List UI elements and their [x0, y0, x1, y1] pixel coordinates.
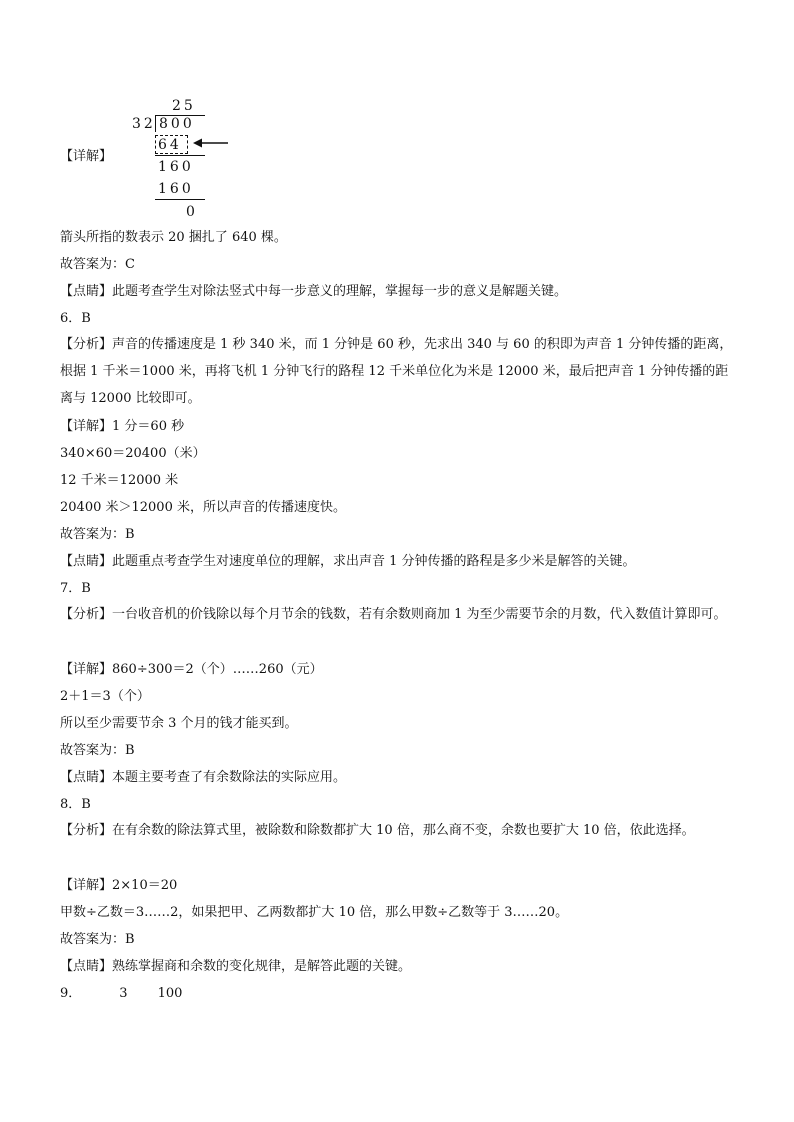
q7-detail	[60, 661, 740, 679]
comment-line	[60, 769, 740, 787]
comment-line	[60, 283, 740, 301]
comment-tag: 【点睛】	[60, 959, 113, 974]
analysis-text: 一台收音机的价钱除以每个月节余的钱数，若有余数则商加 1 为至少需要节余的月数，代入数值计算即可。	[112, 607, 727, 622]
comment-text: 熟练掌握商和余数的变化规律，是解答此题的关键。	[112, 959, 412, 974]
comment-line	[60, 958, 740, 976]
text-line: 箭头所指的数表示 20 捆扎了 640 棵。	[60, 230, 287, 245]
question-9-answer	[60, 985, 740, 1003]
analysis-text: 在有余数的除法算式里，被除数和除数都扩大 10 倍，那么商不变，余数也要扩大 10 倍，依此选择。	[112, 823, 695, 838]
question-8-answer: 8．B	[60, 797, 91, 812]
calc-line: 2＋1＝3（个）	[60, 689, 150, 704]
answer-line: 故答案为：B	[60, 743, 135, 758]
comment-text: 本题主要考查了有余数除法的实际应用。	[112, 770, 347, 785]
quotient: 25	[172, 98, 196, 114]
comment-tag: 【点睛】	[60, 284, 113, 299]
comment-tag: 【点睛】	[60, 554, 113, 569]
calc-line: 340×60＝20400（米）	[60, 446, 206, 461]
divisor: 32	[132, 116, 156, 132]
calc-line: 12 千米＝12000 米	[60, 473, 179, 488]
comment-text: 此题重点考查学生对速度单位的理解，求出声音 1 分钟传播的路程是多少米是解答的关键。	[112, 554, 636, 569]
q8-analysis	[60, 817, 740, 844]
detail-text: 860÷300＝2（个）……260（元）	[112, 662, 323, 677]
calc-line: 所以至少需要节余 3 个月的钱才能买到。	[60, 716, 298, 731]
dividend: 800	[159, 116, 195, 132]
step-product-1: 64	[158, 137, 182, 153]
subtraction-bar-2	[155, 199, 205, 200]
q6-detail	[60, 418, 740, 436]
question-6-answer: 6．B	[60, 311, 91, 326]
question-number: 9．	[60, 986, 82, 1001]
blank-answer-1: 3	[119, 986, 128, 1001]
analysis-tag: 【分析】	[60, 823, 113, 838]
comment-text: 此题考查学生对除法竖式中每一步意义的理解，掌握每一步的意义是解题关键。	[112, 284, 568, 299]
q7-analysis	[60, 601, 740, 628]
detail-tag: 【详解】	[60, 662, 113, 677]
calc-line: 20400 米＞12000 米，所以声音的传播速度快。	[60, 500, 346, 515]
detail-text: 1 分＝60 秒	[112, 419, 185, 434]
q8-detail	[60, 877, 740, 895]
comment-tag: 【点睛】	[60, 770, 113, 785]
q6-analysis	[60, 331, 740, 412]
comment-line	[60, 553, 740, 571]
analysis-tag: 【分析】	[60, 607, 113, 622]
answer-line: 故答案为：C	[60, 257, 135, 272]
analysis-tag: 【分析】	[60, 337, 113, 352]
question-7-answer: 7．B	[60, 581, 91, 596]
detail-tag: 【详解】	[60, 878, 113, 893]
detail-text: 2×10＝20	[112, 878, 178, 893]
answer-line: 故答案为：B	[60, 527, 135, 542]
detail-tag: 【详解】	[60, 419, 113, 434]
step-product-2: 160	[158, 181, 194, 197]
analysis-text: 声音的传播速度是 1 秒 340 米，而 1 分钟是 60 秒，先求出 340 与 60 的积即为声音 1 分钟传播的距离，根据 1 千米＝1000 米，再将飞机 1 分钟飞行的路程 12 千米单位化为米是 12000 米，最后把声音 1 分钟传播的距离与 12000 比较即可。	[60, 337, 733, 406]
blank-answer-2: 100	[157, 986, 183, 1001]
final-remainder: 0	[186, 204, 198, 220]
detail-tag: 【详解】	[60, 149, 113, 164]
calc-line: 甲数÷乙数＝3……2，如果把甲、乙两数都扩大 10 倍，那么甲数÷乙数等于 3……20。	[60, 905, 569, 920]
step-remainder-1: 160	[158, 159, 194, 175]
answer-line: 故答案为：B	[60, 932, 135, 947]
